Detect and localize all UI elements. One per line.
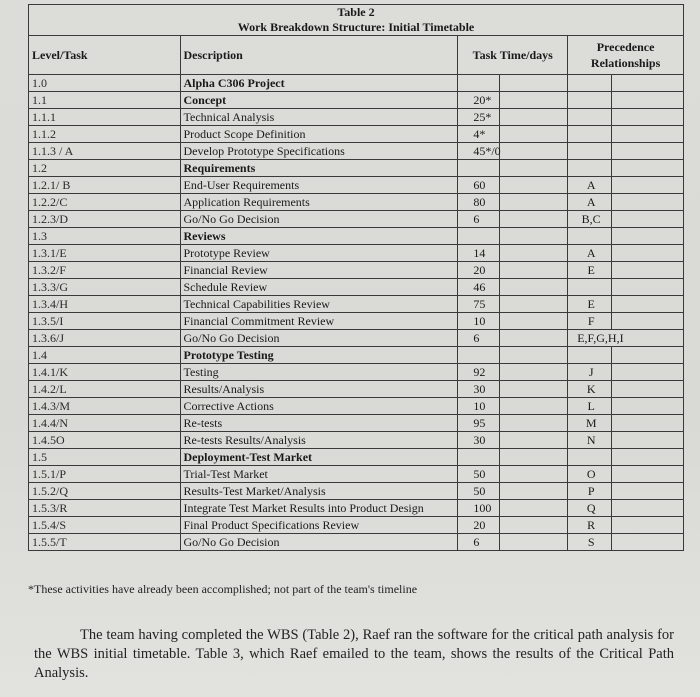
cell-precedence-value: R <box>571 517 612 533</box>
cell-level: 1.5.1/P <box>29 466 181 483</box>
header-description: Description <box>180 36 458 75</box>
cell-time-value: 10 <box>461 313 500 329</box>
cell-level: 1.4.4/N <box>29 415 181 432</box>
table-row <box>29 279 684 296</box>
cell-time <box>458 262 568 279</box>
cell-level: 1.1.1 <box>29 109 181 126</box>
cell-time <box>458 534 568 551</box>
cell-level: 1.4.1/K <box>29 364 181 381</box>
cell-level: 1.4.3/M <box>29 398 181 415</box>
cell-description: Go/No Go Decision <box>180 211 458 228</box>
cell-description: Re-tests Results/Analysis <box>180 432 458 449</box>
cell-precedence <box>568 92 684 109</box>
cell-time-value: 4* <box>461 126 500 142</box>
cell-precedence-value <box>571 160 612 176</box>
cell-time-value: 14 <box>461 245 500 261</box>
table-row <box>29 500 684 517</box>
cell-time-value <box>461 75 500 91</box>
cell-time-value: 92 <box>461 364 500 380</box>
table-body <box>29 75 684 551</box>
cell-time <box>458 194 568 211</box>
cell-precedence <box>568 126 684 143</box>
cell-time-value <box>461 347 500 363</box>
table-title: Work Breakdown Structure: Initial Timetable <box>237 20 475 34</box>
cell-precedence-value: B,C <box>571 211 612 227</box>
cell-time <box>458 296 568 313</box>
cell-precedence <box>568 279 684 296</box>
cell-precedence <box>568 296 684 313</box>
table-row <box>29 483 684 500</box>
cell-precedence <box>568 143 684 160</box>
cell-description: End-User Requirements <box>180 177 458 194</box>
cell-level: 1.2.2/C <box>29 194 181 211</box>
table-row <box>29 126 684 143</box>
cell-level: 1.5.2/Q <box>29 483 181 500</box>
cell-level: 1.5.4/S <box>29 517 181 534</box>
cell-precedence <box>568 75 684 92</box>
table-row <box>29 330 684 347</box>
table-row <box>29 398 684 415</box>
cell-time-value: 25* <box>461 109 500 125</box>
cell-description: Re-tests <box>180 415 458 432</box>
cell-time <box>458 398 568 415</box>
cell-time-value: 30 <box>461 432 500 448</box>
table-row <box>29 347 684 364</box>
paragraph-text: The team having completed the WBS (Table 2), Raef ran the software for the critical path analysis for the WBS initial timetable. Table 3, which Raef emailed to the team, shows the results of the Critical Path Analysis. <box>34 627 674 681</box>
cell-precedence <box>568 466 684 483</box>
cell-time <box>458 126 568 143</box>
cell-description: Financial Commitment Review <box>180 313 458 330</box>
cell-precedence-value <box>571 228 612 244</box>
cell-precedence <box>568 449 684 466</box>
table-row <box>29 75 684 92</box>
cell-time-value <box>461 449 500 465</box>
cell-precedence-value: S <box>571 534 612 550</box>
cell-precedence-value <box>571 92 612 108</box>
cell-precedence <box>568 262 684 279</box>
table-row <box>29 109 684 126</box>
cell-description: Integrate Test Market Results into Product Design <box>180 500 458 517</box>
cell-precedence <box>568 483 684 500</box>
cell-precedence <box>568 177 684 194</box>
cell-precedence <box>568 534 684 551</box>
cell-time-value: 80 <box>461 194 500 210</box>
cell-time <box>458 347 568 364</box>
cell-description: Reviews <box>180 228 458 245</box>
cell-time <box>458 483 568 500</box>
cell-precedence <box>568 228 684 245</box>
cell-precedence-value: E <box>571 296 612 312</box>
cell-time-value: 6 <box>461 211 500 227</box>
cell-level: 1.0 <box>29 75 181 92</box>
table-row <box>29 143 684 160</box>
cell-time-value <box>461 228 500 244</box>
cell-time-value: 50 <box>461 483 500 499</box>
table-footnote: *These activities have already been accomplished; not part of the team's timeline <box>28 582 418 596</box>
cell-time <box>458 381 568 398</box>
cell-level: 1.4 <box>29 347 181 364</box>
cell-time <box>458 279 568 296</box>
table-row <box>29 449 684 466</box>
table-row <box>29 381 684 398</box>
table-row <box>29 211 684 228</box>
cell-description: Prototype Testing <box>180 347 458 364</box>
cell-level: 1.4.5O <box>29 432 181 449</box>
cell-precedence-value: J <box>571 364 612 380</box>
cell-precedence <box>568 160 684 177</box>
cell-time-value: 100 <box>461 500 500 516</box>
cell-precedence <box>568 381 684 398</box>
cell-time-value: 10 <box>461 398 500 414</box>
table-row <box>29 262 684 279</box>
cell-description: Testing <box>180 364 458 381</box>
table-row <box>29 313 684 330</box>
cell-level: 1.2.1/ B <box>29 177 181 194</box>
cell-time-value: 6 <box>461 534 500 550</box>
cell-precedence <box>568 500 684 517</box>
cell-level: 1.3.4/H <box>29 296 181 313</box>
cell-time <box>458 432 568 449</box>
cell-time-value: 60 <box>461 177 500 193</box>
cell-level: 1.2 <box>29 160 181 177</box>
cell-time <box>458 500 568 517</box>
cell-precedence-value: P <box>571 483 612 499</box>
cell-time-value: 50 <box>461 466 500 482</box>
cell-time-value: 30 <box>461 381 500 397</box>
cell-precedence-value <box>571 143 612 159</box>
cell-time-value: 46 <box>461 279 500 295</box>
cell-time-value: 20 <box>461 262 500 278</box>
cell-time <box>458 109 568 126</box>
table-row <box>29 466 684 483</box>
cell-description: Financial Review <box>180 262 458 279</box>
cell-time <box>458 415 568 432</box>
table-row <box>29 296 684 313</box>
cell-precedence <box>568 432 684 449</box>
cell-description: Corrective Actions <box>180 398 458 415</box>
cell-time-value: 45*/0 <box>461 143 500 159</box>
cell-time <box>458 75 568 92</box>
cell-description: Develop Prototype Specifications <box>180 143 458 160</box>
cell-time <box>458 449 568 466</box>
cell-level: 1.1.3 / A <box>29 143 181 160</box>
cell-precedence-value: A <box>571 245 612 261</box>
table-row <box>29 228 684 245</box>
header-level: Level/Task <box>29 36 181 75</box>
table-row <box>29 415 684 432</box>
cell-precedence <box>568 347 684 364</box>
cell-description: Go/No Go Decision <box>180 534 458 551</box>
cell-precedence-value: A <box>571 194 612 210</box>
table-row <box>29 364 684 381</box>
body-paragraph <box>34 626 674 683</box>
table-row <box>29 177 684 194</box>
cell-level: 1.3 <box>29 228 181 245</box>
header-precedence: Precedence Relationships <box>568 36 684 75</box>
cell-description: Concept <box>180 92 458 109</box>
table-row <box>29 432 684 449</box>
cell-level: 1.1.2 <box>29 126 181 143</box>
cell-time <box>458 313 568 330</box>
table-row <box>29 194 684 211</box>
cell-description: Requirements <box>180 160 458 177</box>
cell-precedence-value: E <box>571 262 612 278</box>
table-label: Table 2 <box>337 5 375 19</box>
cell-time <box>458 245 568 262</box>
cell-level: 1.4.2/L <box>29 381 181 398</box>
table-row <box>29 534 684 551</box>
table-caption-row <box>29 5 684 36</box>
cell-level: 1.3.1/E <box>29 245 181 262</box>
table-header-row <box>29 36 684 75</box>
cell-precedence <box>568 415 684 432</box>
cell-time <box>458 143 568 160</box>
cell-precedence-value <box>571 75 612 91</box>
cell-precedence-value: N <box>571 432 612 448</box>
cell-precedence-value: L <box>571 398 612 414</box>
cell-precedence <box>568 313 684 330</box>
cell-time-value: 20* <box>461 92 500 108</box>
cell-time-value: 6 <box>461 330 500 346</box>
cell-level: 1.5.5/T <box>29 534 181 551</box>
cell-level: 1.3.3/G <box>29 279 181 296</box>
cell-description: Final Product Specifications Review <box>180 517 458 534</box>
cell-time <box>458 517 568 534</box>
cell-precedence-value: O <box>571 466 612 482</box>
cell-time <box>458 330 568 347</box>
cell-precedence <box>568 194 684 211</box>
cell-precedence <box>568 517 684 534</box>
table-row <box>29 160 684 177</box>
wbs-table <box>28 4 684 551</box>
cell-time <box>458 211 568 228</box>
cell-description: Deployment-Test Market <box>180 449 458 466</box>
cell-precedence <box>568 245 684 262</box>
cell-precedence <box>568 109 684 126</box>
header-time: Task Time/days <box>458 36 568 75</box>
cell-precedence-value: M <box>571 415 612 431</box>
cell-description: Technical Capabilities Review <box>180 296 458 313</box>
table-row <box>29 92 684 109</box>
cell-precedence-value: A <box>571 177 612 193</box>
cell-description: Product Scope Definition <box>180 126 458 143</box>
cell-precedence-value <box>571 279 612 295</box>
table-row <box>29 517 684 534</box>
cell-description: Alpha C306 Project <box>180 75 458 92</box>
cell-time <box>458 466 568 483</box>
cell-precedence-value: Q <box>571 500 612 516</box>
cell-description: Application Requirements <box>180 194 458 211</box>
cell-time <box>458 177 568 194</box>
cell-time-value <box>461 160 500 176</box>
cell-level: 1.3.6/J <box>29 330 181 347</box>
cell-description: Results-Test Market/Analysis <box>180 483 458 500</box>
table-row <box>29 245 684 262</box>
cell-time-value: 20 <box>461 517 500 533</box>
cell-level: 1.5 <box>29 449 181 466</box>
cell-precedence-value <box>571 347 612 363</box>
cell-level: 1.5.3/R <box>29 500 181 517</box>
cell-time <box>458 228 568 245</box>
cell-precedence-value <box>571 449 612 465</box>
cell-level: 1.3.5/I <box>29 313 181 330</box>
cell-level: 1.2.3/D <box>29 211 181 228</box>
cell-time-value: 95 <box>461 415 500 431</box>
cell-level: 1.3.2/F <box>29 262 181 279</box>
cell-description: Results/Analysis <box>180 381 458 398</box>
cell-precedence-value <box>571 126 612 142</box>
cell-precedence-value <box>571 109 612 125</box>
cell-precedence <box>568 364 684 381</box>
cell-precedence-value: F <box>571 313 612 329</box>
cell-precedence <box>568 211 684 228</box>
cell-description: Technical Analysis <box>180 109 458 126</box>
cell-description: Schedule Review <box>180 279 458 296</box>
cell-description: Go/No Go Decision <box>180 330 458 347</box>
cell-precedence-value: E,F,G,H,I <box>577 331 624 345</box>
cell-description: Prototype Review <box>180 245 458 262</box>
cell-time <box>458 92 568 109</box>
cell-time <box>458 364 568 381</box>
cell-precedence <box>568 330 684 347</box>
cell-precedence-value: K <box>571 381 612 397</box>
cell-precedence <box>568 398 684 415</box>
cell-description: Trial-Test Market <box>180 466 458 483</box>
cell-time <box>458 160 568 177</box>
cell-level: 1.1 <box>29 92 181 109</box>
cell-time-value: 75 <box>461 296 500 312</box>
